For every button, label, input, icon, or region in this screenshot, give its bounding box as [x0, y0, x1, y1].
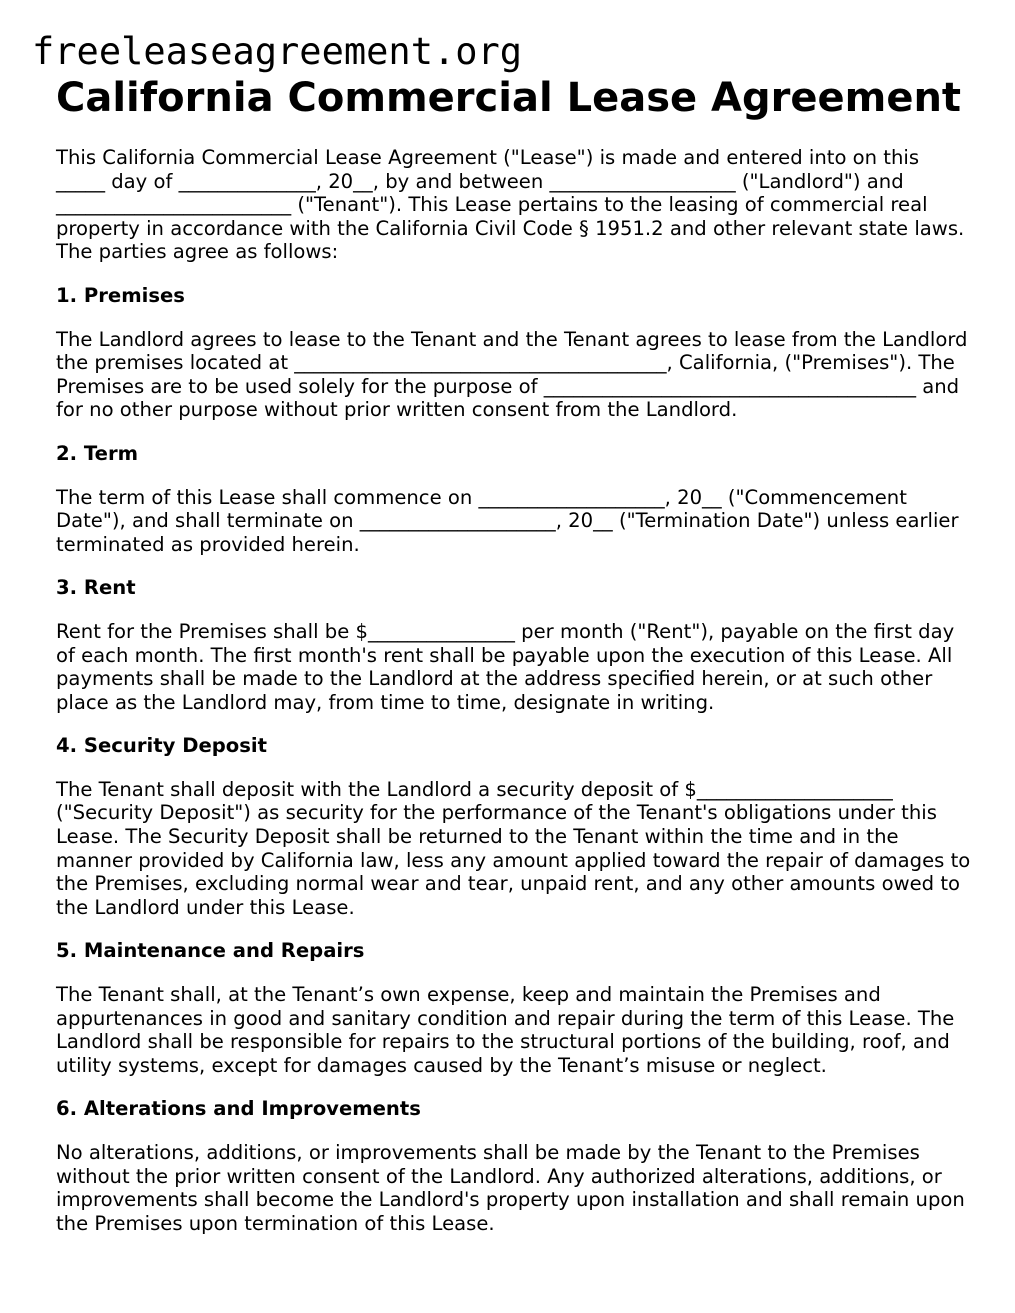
section-heading: 6. Alterations and Improvements	[56, 1097, 421, 1121]
section-rent	[56, 576, 971, 734]
section-body: The Tenant shall deposit with the Landlord a security deposit of $____________________ ("Security Deposit") as security for the performance of the Tenant's obligations under this Lease. The Security Deposit shall be returned to the Tenant within the time and in the manner provided by California law, less any amount applied toward the repair of damages to the Premises, excluding normal wear and tear, unpaid rent, and any other amounts owed to the Landlord under this Lease.	[56, 777, 971, 919]
section-maintenance-repairs	[56, 939, 971, 1097]
section-body: Rent for the Premises shall be $_______________ per month ("Rent"), payable on the first day of each month. The first month's rent shall be payable upon the execution of this Lease. All payments shall be made to the Landlord at the address specified herein, or at such other place as the Landlord may, from time to time, designate in writing.	[56, 619, 955, 714]
section-alterations-improvements	[56, 1097, 971, 1235]
section-heading: 5. Maintenance and Repairs	[56, 939, 365, 963]
document-body	[56, 146, 971, 1235]
section-term	[56, 442, 971, 576]
section-heading: 1. Premises	[56, 283, 185, 307]
section-body: The term of this Lease shall commence on ___________________, 20__ ("Commencement Date"), and shall terminate on ____________________, 20__ ("Termination Date") unless earlier terminated as provided herein.	[56, 485, 959, 556]
section-heading: 2. Term	[56, 441, 139, 465]
site-name: freeleaseagreement.org	[32, 30, 523, 73]
section-heading: 4. Security Deposit	[56, 734, 267, 758]
document-title: California Commercial Lease Agreement	[56, 75, 962, 121]
section-premises	[56, 284, 971, 442]
section-body: The Landlord agrees to lease to the Tenant and the Tenant agrees to lease from the Landlord the premises located at ______________________________________, California, ("Premises"). The Premises are to be used solely for the purpose of ______________________________________ and for no other purpose without prior written consent from the Landlord.	[56, 327, 968, 422]
section-heading: 3. Rent	[56, 576, 136, 600]
section-security-deposit	[56, 734, 971, 939]
intro-paragraph: This California Commercial Lease Agreement ("Lease") is made and entered into on this _____ day of ______________, 20__, by and between ___________________ ("Landlord") and ________________________ ("Tenant"). This Lease pertains to the leasing of commercial real property in accordance with the California Civil Code § 1951.2 and other relevant state laws. The parties agree as follows:	[56, 146, 965, 264]
section-body: No alterations, additions, or improvements shall be made by the Tenant to the Premises without the prior written consent of the Landlord. Any authorized alterations, additions, or improvements shall become the Landlord's property upon installation and shall remain upon the Premises upon termination of this Lease.	[56, 1141, 965, 1235]
section-body: The Tenant shall, at the Tenant’s own expense, keep and maintain the Premises and appurtenances in good and sanitary condition and repair during the term of this Lease. The Landlord shall be responsible for repairs to the structural portions of the building, roof, and utility systems, except for damages caused by the Tenant’s misuse or neglect.	[56, 983, 955, 1077]
